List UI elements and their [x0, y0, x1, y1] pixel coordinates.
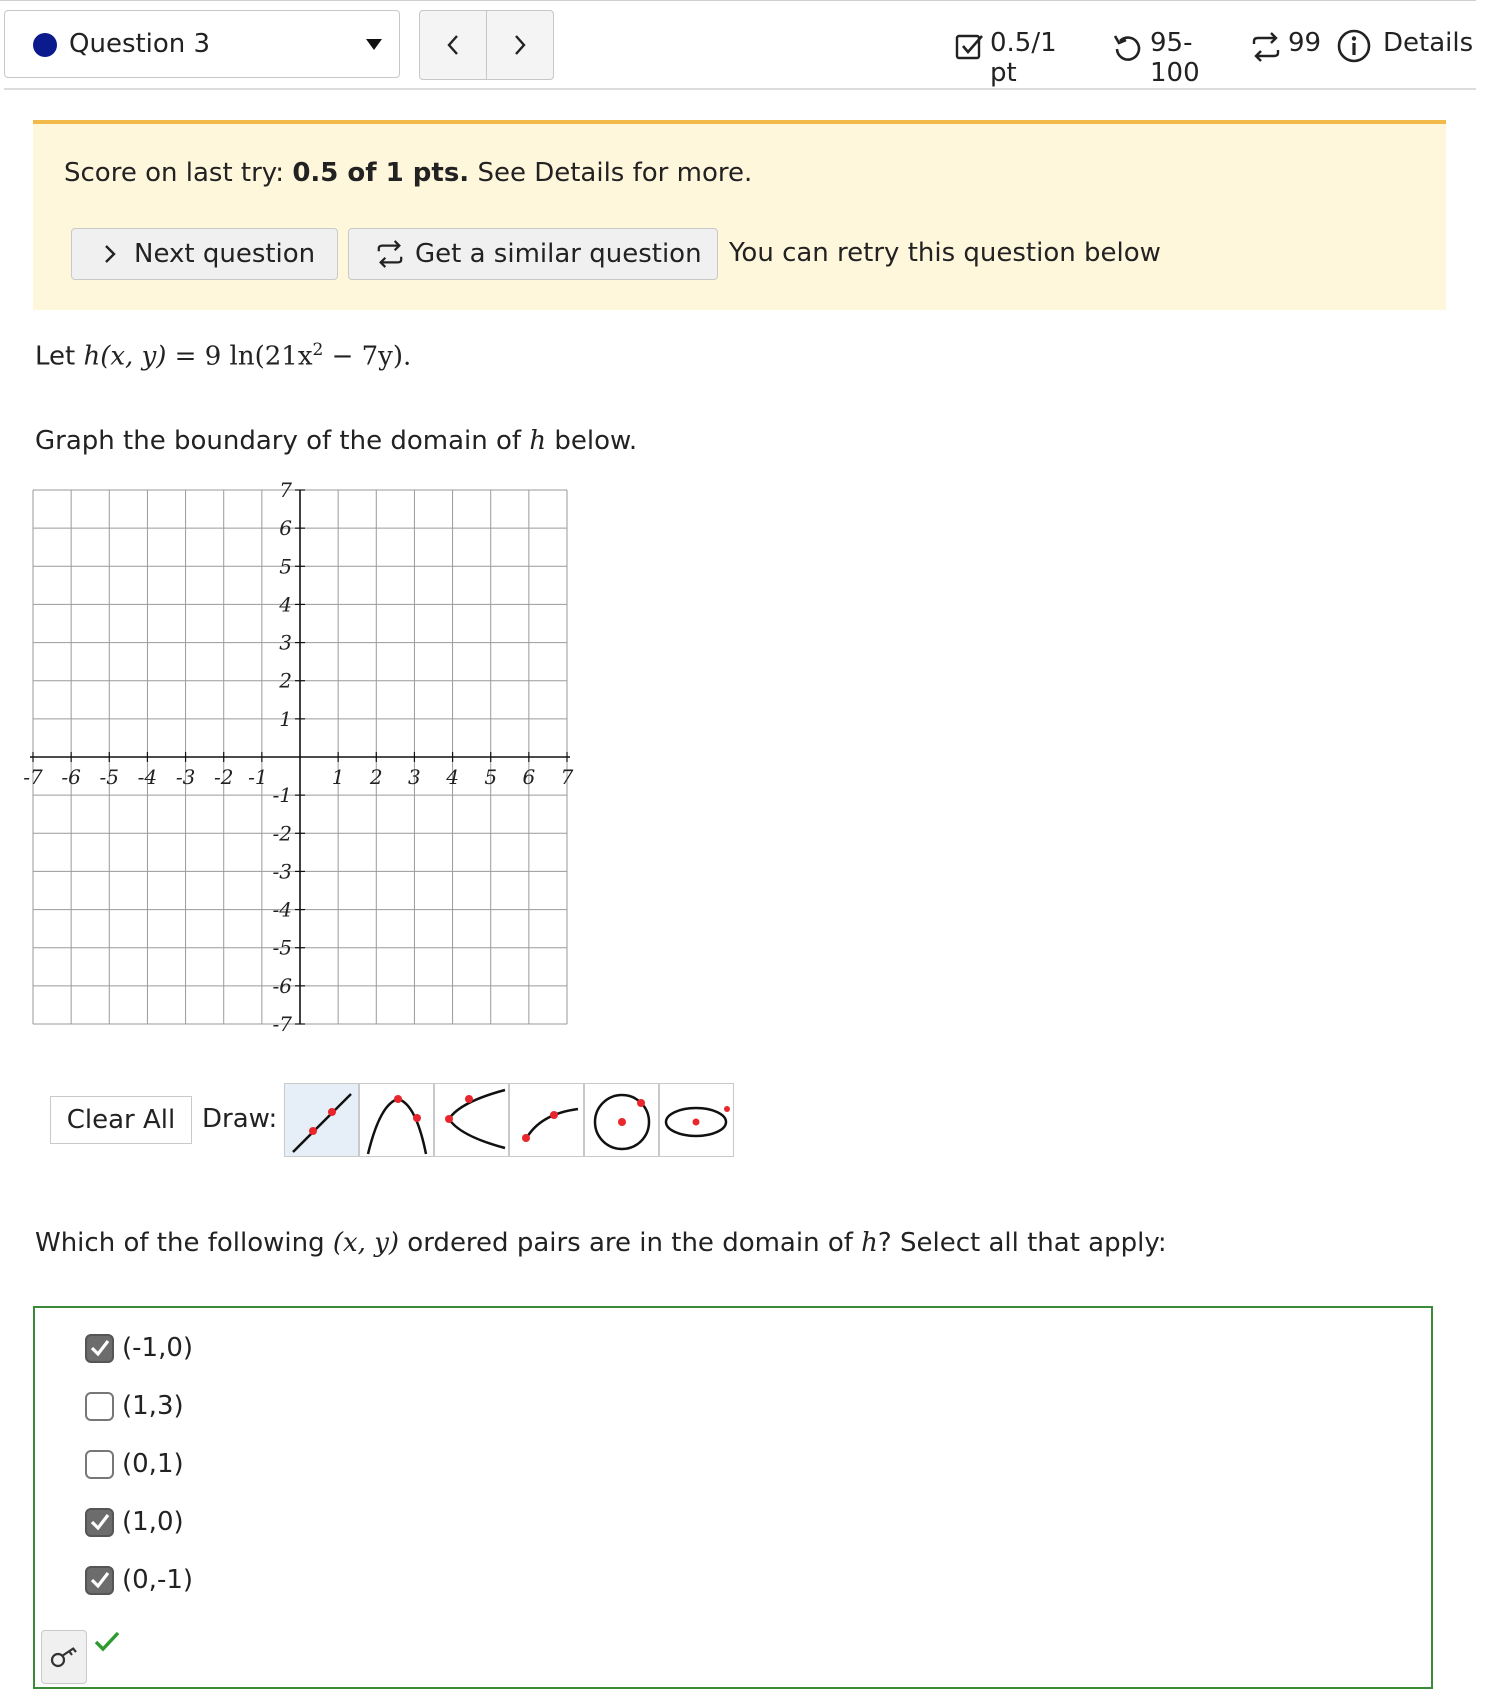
ellipse-tool[interactable] — [659, 1083, 734, 1157]
sideways-parabola-tool-icon — [435, 1084, 510, 1158]
ellipse-tool-icon — [660, 1084, 735, 1158]
option-label: (0,1) — [122, 1449, 184, 1479]
equals-sign: = — [166, 341, 205, 372]
score-bold: 0.5 of 1 pts. — [292, 158, 470, 188]
x-tick-label: -5 — [99, 765, 120, 789]
x-tick-label: 4 — [446, 765, 459, 789]
domain-question — [35, 1228, 1167, 1258]
y-tick-label: 3 — [279, 630, 292, 655]
similar-question-icon — [1250, 32, 1282, 62]
let-text: Let — [35, 341, 76, 372]
x-tick-label: 6 — [522, 765, 536, 789]
similar-count-text: 99 — [1288, 28, 1322, 58]
y-tick-label: 6 — [279, 516, 292, 541]
function-lhs: h(x, y) — [83, 341, 167, 372]
y-tick-label: 5 — [279, 554, 292, 579]
checkbox-score-icon — [955, 32, 985, 62]
parabola-tool[interactable] — [359, 1083, 434, 1157]
option-label: (1,0) — [122, 1507, 184, 1537]
option-checkbox[interactable] — [85, 1392, 114, 1421]
option-label: (1,3) — [122, 1391, 184, 1421]
answer-key-button[interactable] — [41, 1630, 87, 1684]
option-checkbox[interactable] — [85, 1566, 114, 1595]
question2-pair: (x, y) — [332, 1228, 400, 1258]
graph-instruction — [35, 426, 637, 456]
circle-tool[interactable] — [584, 1083, 659, 1157]
option-checkbox[interactable] — [85, 1334, 114, 1363]
checkmark-icon — [89, 1570, 111, 1590]
checkmark-icon — [89, 1512, 111, 1532]
question2-suffix: ? Select all that apply: — [877, 1228, 1167, 1258]
curve-tool[interactable] — [509, 1083, 584, 1157]
clear-all-button[interactable]: Clear All — [50, 1096, 192, 1144]
graph-instruction-var: h — [529, 426, 547, 456]
answer-options-box — [33, 1306, 1433, 1689]
score-banner — [33, 120, 1446, 310]
option-row[interactable] — [85, 1444, 184, 1484]
similar-question-icon — [375, 240, 405, 268]
function-rhs-tail: − 7y). — [323, 341, 412, 372]
graph-instruction-tail: below. — [546, 426, 638, 456]
sideways-parabola-tool[interactable] — [434, 1083, 509, 1157]
next-question-arrow-button[interactable] — [486, 10, 554, 80]
x-tick-label: -7 — [23, 765, 43, 789]
chevron-left-icon — [445, 33, 461, 57]
caret-down-icon — [365, 37, 383, 51]
line-tool-icon — [285, 1084, 360, 1158]
x-tick-label: -1 — [248, 765, 268, 789]
correct-check-icon — [93, 1630, 121, 1654]
similar-question-label: Get a similar question — [415, 239, 702, 269]
function-definition — [35, 340, 411, 372]
x-tick-label: 3 — [408, 765, 421, 789]
x-tick-label: -4 — [137, 765, 158, 789]
curve-tool-icon — [510, 1084, 585, 1158]
info-icon[interactable] — [1336, 28, 1372, 64]
option-row[interactable] — [85, 1328, 193, 1368]
y-tick-label: -6 — [272, 973, 292, 998]
similar-question-button[interactable] — [348, 228, 718, 280]
x-tick-label: 5 — [484, 765, 498, 789]
x-tick-label: 2 — [369, 765, 383, 789]
retry-note: You can retry this question below — [729, 238, 1161, 268]
x-tick-label: -3 — [175, 765, 196, 789]
details-link[interactable]: Details — [1383, 28, 1474, 58]
chevron-right-icon — [102, 243, 118, 265]
previous-question-button[interactable] — [419, 10, 487, 80]
function-rhs: 9 ln(21x — [204, 341, 313, 372]
x-tick-label: 1 — [331, 765, 345, 789]
circle-tool-icon — [585, 1084, 660, 1158]
draw-label: Draw: — [202, 1104, 278, 1134]
next-question-label: Next question — [134, 239, 316, 269]
next-question-button[interactable] — [71, 228, 338, 280]
y-tick-label: -3 — [272, 859, 292, 884]
y-tick-label: -5 — [272, 935, 292, 960]
x-tick-label: -6 — [61, 765, 81, 789]
score-text: 0.5/1 pt — [990, 28, 1057, 88]
y-tick-label: -2 — [272, 821, 292, 846]
key-icon — [50, 1646, 78, 1668]
y-tick-label: 1 — [279, 706, 292, 731]
y-tick-label: -1 — [272, 783, 292, 808]
question-label: Question 3 — [69, 29, 211, 59]
y-tick-label: 7 — [279, 478, 292, 502]
option-label: (-1,0) — [122, 1333, 194, 1363]
question-status-dot — [33, 33, 57, 57]
question-selector[interactable] — [4, 10, 400, 78]
retry-icon — [1112, 32, 1142, 62]
chevron-right-icon — [512, 33, 528, 57]
graph-canvas[interactable] — [23, 478, 620, 1075]
option-row[interactable] — [85, 1386, 184, 1426]
x-tick-label: -2 — [213, 765, 234, 789]
option-row[interactable] — [85, 1560, 193, 1600]
checkmark-icon — [89, 1338, 111, 1358]
retries-text: 95-100 — [1150, 28, 1200, 88]
x-tick-label: 7 — [560, 765, 574, 789]
header-divider — [4, 88, 1476, 90]
y-tick-label: -4 — [272, 897, 292, 922]
option-row[interactable] — [85, 1502, 184, 1542]
question2-middle: ordered pairs are in the domain of — [399, 1228, 862, 1258]
score-suffix: See Details for more. — [469, 158, 753, 188]
question2-var: h — [861, 1228, 878, 1258]
exponent: 2 — [312, 340, 324, 360]
y-tick-label: -7 — [272, 1012, 292, 1036]
parabola-tool-icon — [360, 1084, 435, 1158]
graph-instruction-text: Graph the boundary of the domain of — [35, 426, 530, 456]
score-prefix: Score on last try: — [64, 158, 293, 188]
y-tick-label: 2 — [279, 668, 292, 693]
option-checkbox[interactable] — [85, 1508, 114, 1537]
line-tool[interactable] — [284, 1083, 359, 1157]
option-checkbox[interactable] — [85, 1450, 114, 1479]
option-label: (0,-1) — [122, 1565, 194, 1595]
top-border — [0, 0, 1476, 1]
question2-prefix: Which of the following — [35, 1228, 333, 1258]
score-summary — [64, 158, 752, 188]
y-tick-label: 4 — [279, 592, 292, 617]
